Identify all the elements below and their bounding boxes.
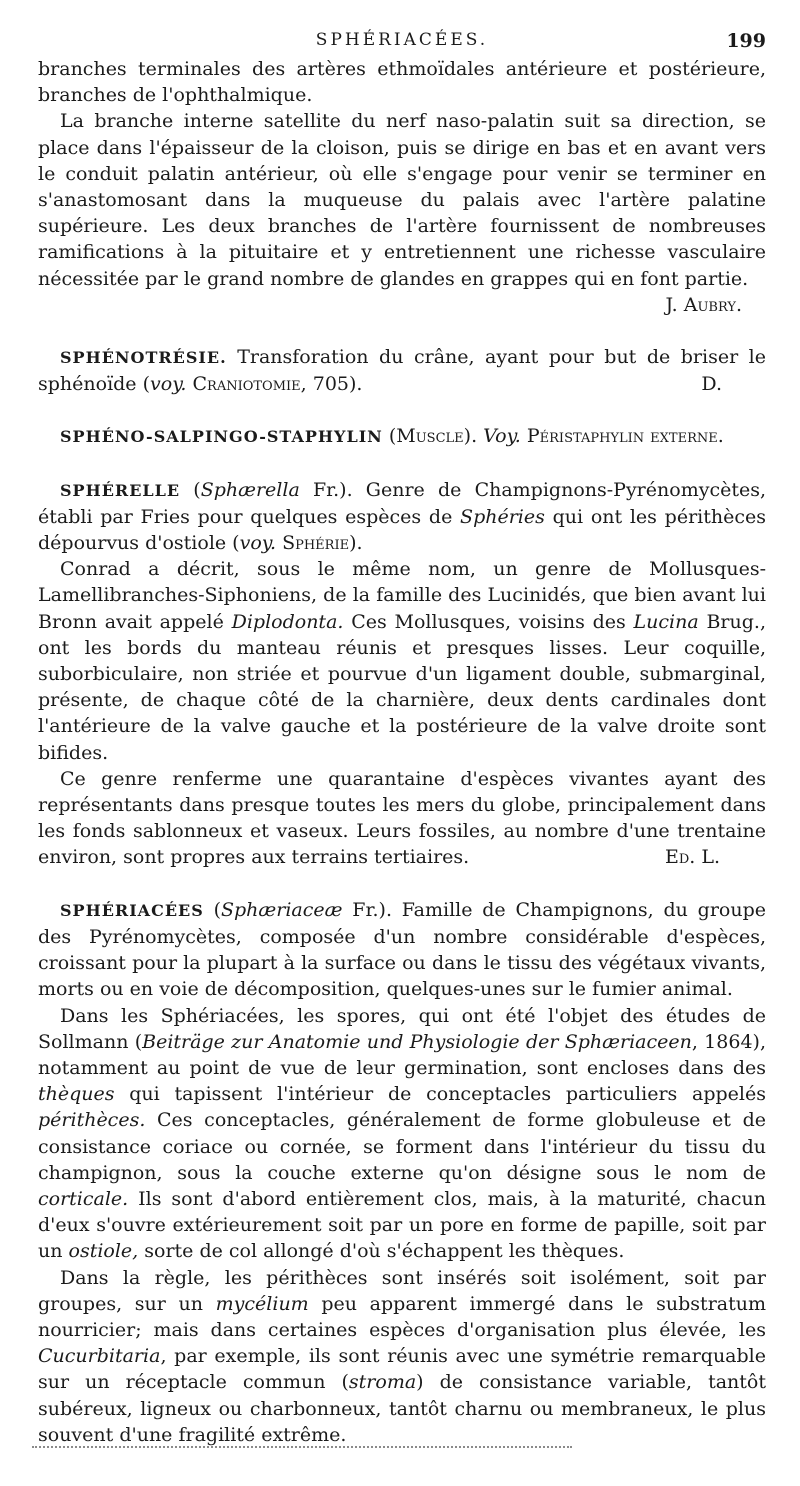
italic-term: thèques: [38, 1083, 115, 1106]
paragraph: [38, 897, 766, 1003]
entry-spheno-salpingo-staphylin: [38, 423, 766, 450]
text: Brug., ont les bords du manteau réunis et presques lisses. Leur coquille, suborbiculaire, non striée et pourvue d'un ligament double, submarginal, présente, de chaque côté de la charnière, deux dents cardinales dont l'antérieure de la valve gauche et la postérieure de la valve droite sont bifides.: [38, 610, 766, 764]
author-signature: J. Aubry.: [665, 293, 742, 316]
text: Conrad a décrit, sous le même nom, un genre de Mollusques-Lamellibranches-Siphoniens, de la famille des Lucinidés, que bien avant lui Bronn avait appelé: [38, 558, 766, 633]
italic-term: mycélium: [215, 1292, 309, 1315]
article-body: [38, 56, 766, 1448]
text: Ces conceptacles, généralement de forme globuleuse et de consistance coriace ou cornée, se forment dans l'intérieur du tissu du champignon, sous la couche externe qu'on désigne sous le nom de: [38, 1109, 766, 1184]
text: Ces Mollusques, voisins des: [343, 610, 634, 633]
latin-name: Sphæriaceæ: [221, 898, 343, 921]
voy-abbrev: voy.: [150, 373, 187, 396]
italic-term: Lucina: [633, 610, 699, 633]
paragraph: [38, 1265, 766, 1448]
entry-sphenotresie: [38, 344, 766, 397]
latin-name: Sphærella: [200, 478, 300, 501]
text: Fr.). Famille de Champignons, du groupe des Pyrénomycètes, composée d'un nombre considérable d'espèces, croissant pour la plupart à la surface ou dans le tissu des végétaux vivants, morts ou en voie de décomposition, quelques-unes sur le fumier animal.: [38, 898, 767, 1001]
headword: SPHÉNO-SALPINGO-STAPHYLIN: [60, 427, 383, 447]
page-number: 199: [726, 30, 766, 52]
paragraph-text: La branche interne satellite du nerf naso-palatin suit sa direction, se place dans l'épaisseur de la cloison, puis se dirige en bas et en avant vers le conduit palatin antérieur, où elle s'engage pour venir se terminer en s'anastomosant dans la muqueuse du palais avec l'artère palatine supérieure. Les deux branches de l'artère fournissent de nombreuses ramifications à la pituitaire et y entretiennent une richesse vasculaire nécessitée par le grand nombre de glandes en grappes qui en font partie.: [38, 110, 766, 290]
headword: SPHÉRIACÉES: [60, 900, 204, 920]
paragraph: [38, 344, 766, 397]
italic-term: corticale.: [38, 1187, 129, 1210]
text: ).: [349, 532, 363, 555]
headword: SPHÉRELLE: [60, 480, 181, 500]
italic-term: stroma: [348, 1371, 417, 1394]
italic-term: Sphéries: [460, 505, 545, 528]
entry-continuation: [38, 56, 766, 318]
cross-reference: Sphérie: [282, 532, 350, 555]
paragraph: branches terminales des artères ethmoïdales antérieure et postérieure, branches de l'ophthalmique.: [38, 58, 766, 107]
cross-reference: Craniotomie: [192, 373, 301, 396]
text: peu apparent immergé dans le substratum nourricier; mais dans certaines espèces d'organisation plus élevée, les: [38, 1292, 766, 1341]
text: qui tapissent l'intérieur de conceptacles particuliers appelés: [114, 1083, 766, 1106]
page: [38, 0, 766, 1448]
author-signature: D.: [701, 373, 722, 396]
author-signature: Ed. L.: [664, 846, 720, 869]
paragraph: [38, 423, 766, 450]
running-head: [38, 0, 766, 56]
text: Ce genre renferme une quarantaine d'espèces vivantes ayant des représentants dans presque toutes les mers du globe, principalement dans les fonds sablonneux et vaseux. Leurs fossiles, au nombre d'une trentaine environ, sont propres aux terrains tertiaires.: [38, 767, 766, 869]
text: (Muscle).: [382, 425, 484, 448]
entry-spheriacees: [38, 897, 766, 1448]
text: Transforation du crâne, ayant pour but de briser le sphénoïde (: [38, 346, 766, 396]
text: sorte de col allongé d'où s'échappent les thèques.: [138, 1240, 625, 1263]
text: , 705).: [300, 373, 363, 396]
text: , par exemple, ils sont réunis avec une symétrie remarquable sur un réceptacle commun (: [38, 1345, 766, 1394]
text: (: [180, 478, 201, 501]
text: qui ont les périthèces dépourvus d'ostiole (: [38, 505, 766, 555]
text: (: [203, 898, 221, 921]
text: Dans les Sphériacées, les spores, qui ont été l'objet des études de Sollmann (: [38, 1004, 766, 1053]
text: , 1864), notamment au point de vue de leur germination, sont encloses dans des: [38, 1030, 766, 1079]
paragraph: [38, 1003, 766, 1265]
italic-term: périthèces.: [38, 1109, 146, 1132]
voy-abbrev: voy.: [239, 532, 277, 555]
paragraph: [38, 556, 766, 766]
cross-reference: Péristaphylin externe.: [526, 425, 724, 448]
entry-spherelle: [38, 477, 766, 871]
paragraph: [38, 766, 766, 871]
headword: SPHÉNOTRÉSIE.: [60, 348, 227, 368]
text: Dans la règle, les périthèces sont insérés soit isolément, soit par groupes, sur un: [38, 1266, 766, 1315]
paragraph: [38, 477, 766, 557]
italic-term: ostiole,: [68, 1240, 139, 1263]
running-title: SPHÉRIACÉES.: [315, 30, 489, 50]
italic-term: Diplodonta.: [231, 610, 344, 633]
voy-abbrev: Voy.: [483, 425, 521, 448]
text: Fr.). Genre de Champignons-Pyrénomycètes, établi par Fries pour quelques espèces de: [38, 478, 766, 528]
paragraph: [38, 108, 766, 316]
text: ) de consistance variable, tantôt subéreux, ligneux ou charbonneux, tantôt charnu ou membraneux, le plus souvent d'une fragilité extrême.: [38, 1371, 766, 1446]
text: Ils sont d'abord entièrement clos, mais, à la maturité, chacun d'eux s'ouvre extérieurement soit par un pore en forme de papille, soit par un: [38, 1187, 766, 1263]
italic-term: Beiträge zur Anatomie und Physiologie der Sphæriaceen: [142, 1030, 692, 1053]
bottom-dotted-rule: [32, 1446, 572, 1448]
italic-term: Cucurbitaria: [38, 1345, 161, 1368]
